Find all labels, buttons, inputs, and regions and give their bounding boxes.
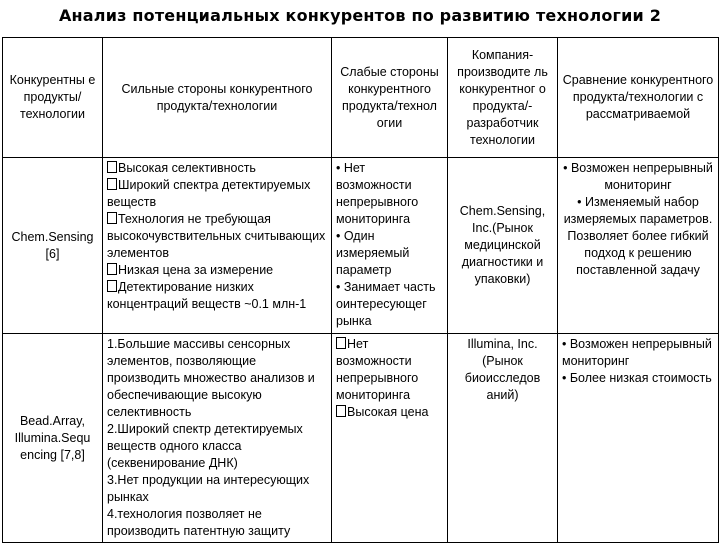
header-products: Конкурентны е продукты/ технологии bbox=[3, 38, 103, 158]
box-bullet-icon bbox=[107, 212, 117, 224]
company-cell: Chem.Sensing, Inc.(Рынок медицинской диагностики и упаковки) bbox=[448, 158, 558, 334]
page-title: Анализ потенциальных конкурентов по развитию технологии 2 bbox=[58, 6, 662, 25]
list-item: • Занимает часть оинтересующег рынка bbox=[336, 280, 436, 328]
list-item: • Один измеряемый параметр bbox=[336, 229, 410, 277]
box-bullet-icon bbox=[336, 405, 346, 417]
box-bullet-icon bbox=[336, 337, 346, 349]
comparison-cell bbox=[558, 158, 719, 334]
list-item: • Нет возможности непрерывного мониторинга bbox=[336, 161, 419, 226]
company-cell: Illumina, Inc.(Рынок биоисследов аний) bbox=[448, 334, 558, 543]
list-item: • Возможен непрерывный мониторинг bbox=[562, 337, 712, 368]
list-item: Низкая цена за измерение bbox=[107, 262, 327, 279]
header-row bbox=[3, 38, 719, 158]
table-row bbox=[3, 158, 719, 334]
box-bullet-icon bbox=[107, 280, 117, 292]
list-item: • Изменяемый набор измеряемых параметров. Позволяет более гибкий подход к решению поставленной задачу bbox=[563, 195, 713, 277]
header-company: Компания-производите ль конкурентног о продукта/-разработчик технологии bbox=[448, 38, 558, 158]
box-bullet-icon bbox=[107, 263, 117, 275]
weaknesses-cell bbox=[332, 334, 448, 543]
list-item: 3.Нет продукции на интересующих рынках bbox=[107, 473, 310, 504]
header-comparison: Сравнение конкурентного продукта/технологии с рассматриваемой bbox=[558, 38, 719, 158]
header-strengths: Сильные стороны конкурентного продукта/технологии bbox=[103, 38, 332, 158]
box-bullet-icon bbox=[107, 161, 117, 173]
product-cell: Chem.Sensing [6] bbox=[3, 158, 103, 334]
header-weaknesses: Слабые стороны конкурентного продукта/технол огии bbox=[332, 38, 448, 158]
list-item: Технология не требующая высокочувствительных считывающих элементов bbox=[107, 212, 326, 260]
list-item: Широкий спектра детектируемых веществ bbox=[107, 178, 311, 209]
list-item: Детектирование низких концентраций веществ ~0.1 млн-1 bbox=[107, 280, 307, 311]
list-item: Нет возможности непрерывного мониторинга bbox=[336, 337, 419, 402]
competitor-table bbox=[2, 37, 719, 543]
product-cell: Bead.Array, Illumina.Sequ encing [7,8] bbox=[3, 334, 103, 543]
strengths-cell bbox=[103, 334, 332, 543]
table-row bbox=[3, 334, 719, 543]
comparison-cell bbox=[558, 334, 719, 543]
list-item: Высокая селективность bbox=[107, 160, 327, 177]
list-item: 1.Большие массивы сенсорных элементов, позволяющие производить множество анализов и обеспечивающие высокую селективность bbox=[107, 337, 315, 419]
list-item: 2.Широкий спектр детектируемых веществ одного класса (секвенирование ДНК) bbox=[107, 422, 303, 470]
list-item: 4.технология позволяет не производить патентную защиту bbox=[107, 507, 291, 538]
box-bullet-icon bbox=[107, 178, 117, 190]
list-item: • Возможен непрерывный мониторинг bbox=[563, 161, 713, 192]
list-item: • Более низкая стоимость bbox=[562, 371, 712, 385]
strengths-cell bbox=[103, 158, 332, 334]
list-item: Высокая цена bbox=[336, 404, 443, 421]
weaknesses-cell bbox=[332, 158, 448, 334]
